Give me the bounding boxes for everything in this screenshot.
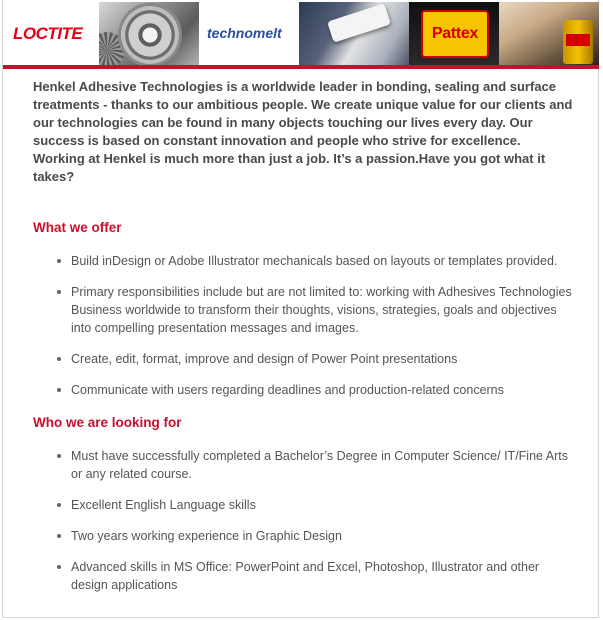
glue-can-icon xyxy=(563,20,593,64)
technomelt-logo-tile xyxy=(199,2,299,65)
list-item: Excellent English Language skills xyxy=(33,496,573,514)
list-item: Communicate with users regarding deadlines and production-related concerns xyxy=(33,381,573,399)
section-title-offer: What we offer xyxy=(33,220,122,235)
list-item: Must have successfully completed a Bachelor’s Degree in Computer Science/ IT/Fine Arts or any related course. xyxy=(33,447,573,483)
pattex-logo-tile xyxy=(409,2,499,65)
brand-banner xyxy=(3,2,599,65)
list-item: Build inDesign or Adobe Illustrator mechanicals based on layouts or templates provided. xyxy=(33,252,573,270)
section-title-looking-for: Who we are looking for xyxy=(33,415,182,430)
loctite-logo-tile xyxy=(3,2,99,65)
loctite-logo: LOCTITE xyxy=(13,24,83,43)
offer-list xyxy=(33,252,573,399)
technomelt-logo: technomelt xyxy=(207,25,282,41)
list-item: Two years working experience in Graphic Design xyxy=(33,527,573,545)
gears-photo xyxy=(99,2,199,65)
banner-divider xyxy=(3,65,599,69)
intro-paragraph: Henkel Adhesive Technologies is a worldwide leader in bonding, sealing and surface treatments - thanks to our ambitious people. We create unique value for our clients and our technologies can be found in many objects touching our lives every day. Our success is based on constant innovation and people who strive for excellence. Working at Henkel is much more than just a job. It’s a passion.Have you got what it takes? xyxy=(33,79,573,184)
requirements-list xyxy=(33,447,573,594)
hand-application-photo xyxy=(499,2,599,65)
bearing-icon xyxy=(121,6,179,64)
tube-icon xyxy=(327,3,391,42)
adhesive-tube-photo xyxy=(299,2,409,65)
pattex-logo: Pattex xyxy=(431,25,479,42)
list-item: Primary responsibilities include but are not limited to: working with Adhesives Technologies Business worldwide to transform their thoughts, visions, strategies, goals and objectives into compelling presentation messages and images. xyxy=(33,283,573,337)
pattex-badge xyxy=(421,10,489,58)
job-description xyxy=(33,78,573,594)
list-item: Create, edit, format, improve and design of Power Point presentations xyxy=(33,350,573,368)
list-item: Advanced skills in MS Office: PowerPoint and Excel, Photoshop, Illustrator and other design applications xyxy=(33,558,573,594)
